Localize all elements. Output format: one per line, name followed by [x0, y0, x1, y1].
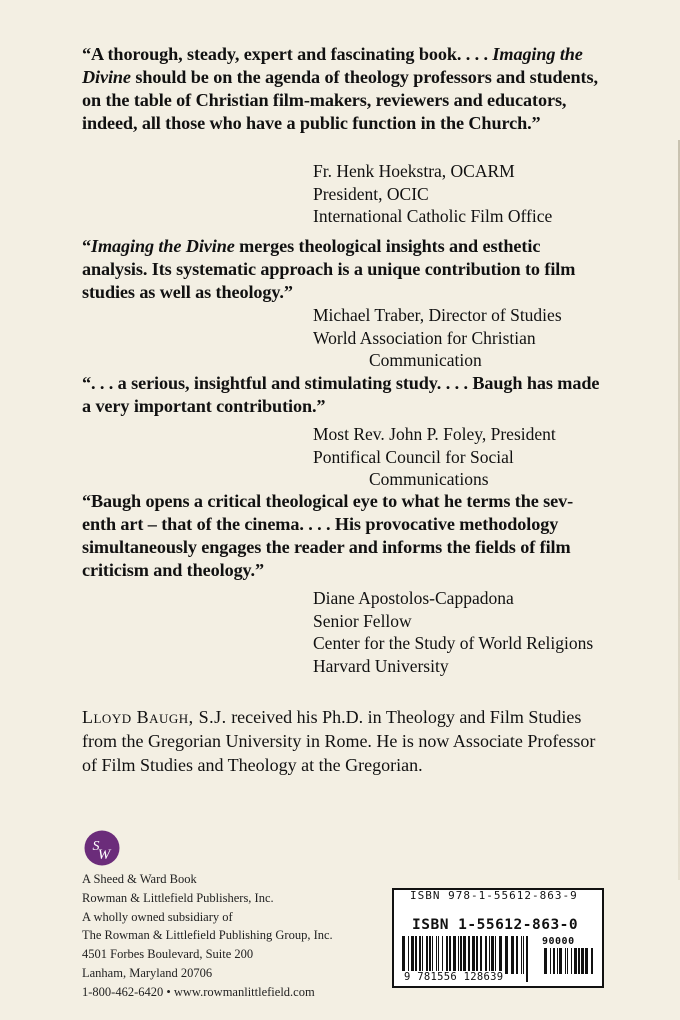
attribution-line: President, OCIC: [313, 183, 429, 204]
barcode-bar: [591, 948, 593, 974]
attribution-line: Most Rev. John P. Foley, President: [313, 424, 556, 444]
barcode-bar: [571, 948, 572, 974]
barcode-bar: [499, 936, 502, 974]
barcode-bar: [429, 936, 431, 974]
barcode-bar: [485, 936, 487, 974]
review-attribution-1: [313, 160, 613, 228]
barcode-bar: [411, 936, 414, 974]
review-quote-1: “A thorough, steady, expert and fascinating book. . . . Imaging the Divine should be on the agenda of theology professors and students, on the table of Christian film-makers, reviewers and educators, indeed, all those who have a public function in the Church.”: [82, 44, 598, 133]
barcode-bar: [472, 936, 475, 974]
publisher-line: 4501 Forbes Boulevard, Suite 200: [82, 947, 254, 962]
barcode-bar: [446, 936, 448, 974]
barcode-bar: [408, 936, 409, 974]
barcode-bar: [585, 948, 588, 974]
publisher-line: A wholly owned subsidiary of: [82, 909, 233, 924]
attribution-line: Harvard University: [313, 655, 449, 676]
barcode-bar: [505, 936, 508, 974]
barcode-bar: [476, 936, 478, 974]
review-quote-3: “. . . a serious, insightful and stimulating study. . . . Baugh has made a very important contribution.”: [82, 373, 600, 416]
ean-digits: 9 781556 128639: [404, 971, 504, 983]
barcode-bar: [415, 936, 417, 974]
barcode-bar: [557, 948, 558, 974]
barcode-bar: [449, 936, 451, 974]
barcode-bar: [480, 936, 482, 974]
price-barcode-icon: [542, 948, 594, 982]
logo-letter-w: W: [97, 847, 111, 863]
barcode-bar: [565, 948, 566, 974]
book-title: Imaging the Divine: [82, 44, 583, 87]
author-name: Lloyd Baugh, S.J.: [82, 707, 227, 727]
review-quote-4: “Baugh opens a critical theological eye to what he terms the sev-enth art – that of the cinema. . . . His provocative methodology simultaneously engages the reader and informs the fields of film criticism and theology.”: [82, 491, 574, 580]
barcode-bar: [495, 936, 496, 974]
price-code: 90000: [542, 936, 575, 947]
publisher-line: 1-800-462-6420 • www.rowmanlittlefield.com: [82, 984, 315, 999]
review-quote-2: “Imaging the Divine merges theological insights and esthetic analysis. Its systematic approach is a unique contribution to film studies as well as theology.”: [82, 236, 576, 302]
attribution-line: Communications: [369, 469, 489, 489]
publisher-info: [82, 870, 402, 1002]
attribution-line: Center for the Study of World Religions: [313, 633, 594, 653]
isbn10-label: ISBN 1-55612-863-0: [412, 917, 579, 933]
barcode-bar: [419, 936, 421, 974]
barcode-bar: [426, 936, 428, 974]
barcode-bar: [559, 948, 562, 974]
sheed-ward-logo-icon: [84, 830, 120, 866]
publisher-line: A Sheed & Ward Book: [82, 872, 197, 886]
isbn13-label: ISBN 978-1-55612-863-9: [410, 889, 578, 902]
barcode-bar: [578, 948, 580, 974]
review-attribution-3: [313, 423, 613, 491]
attribution-line: Senior Fellow: [313, 610, 412, 631]
barcode-bar: [553, 948, 555, 974]
attribution-line: Michael Traber, Director of Studies: [313, 305, 562, 325]
barcode-bar: [463, 936, 466, 974]
attribution-line: Pontifical Council for Social: [313, 446, 514, 467]
barcode-bar: [544, 948, 547, 974]
publisher-line: Rowman & Littlefield Publishers, Inc.: [82, 890, 274, 905]
barcode-bar: [438, 936, 439, 974]
barcode-bar: [442, 936, 443, 974]
attribution-line: Communication: [369, 350, 482, 370]
barcode-bar: [489, 936, 490, 974]
barcode-bar: [526, 936, 528, 982]
barcode-bar: [432, 936, 433, 974]
barcode-bar: [516, 936, 518, 974]
attribution-line: World Association for Christian: [313, 327, 536, 348]
barcode-bar: [550, 948, 551, 974]
publisher-line: The Rowman & Littlefield Publishing Group, Inc.: [82, 928, 333, 943]
author-bio-text: received his Ph.D. in Theology and Film Studies from the Gregorian University in Rome. He is now Associate Professor of Film Studies and Theology at the Gregorian.: [82, 707, 596, 775]
publisher-line: Lanham, Maryland 20706: [82, 965, 213, 980]
review-attribution-4: [313, 587, 613, 677]
barcode-bar: [521, 936, 522, 974]
barcode-bar: [458, 936, 459, 974]
book-title: Imaging the Divine: [91, 236, 235, 256]
barcode-bar: [511, 936, 514, 974]
logo-letter-s: S: [92, 839, 100, 854]
barcode-bar: [491, 936, 494, 974]
barcode-bar: [567, 948, 568, 974]
attribution-line: Fr. Henk Hoekstra, OCARM: [313, 161, 515, 181]
barcode-bar: [460, 936, 462, 974]
barcode-bar: [581, 948, 584, 974]
attribution-line: International Catholic Film Office: [313, 206, 553, 226]
barcode-bar: [436, 936, 437, 974]
barcode-bar: [574, 948, 577, 974]
author-bio: [82, 705, 602, 777]
review-attribution-2: [313, 304, 613, 372]
attribution-line: Diane Apostolos-Cappadona: [313, 588, 514, 608]
barcode-bar: [523, 936, 524, 974]
barcode-bar: [422, 936, 423, 974]
barcode-bar: [453, 936, 456, 974]
